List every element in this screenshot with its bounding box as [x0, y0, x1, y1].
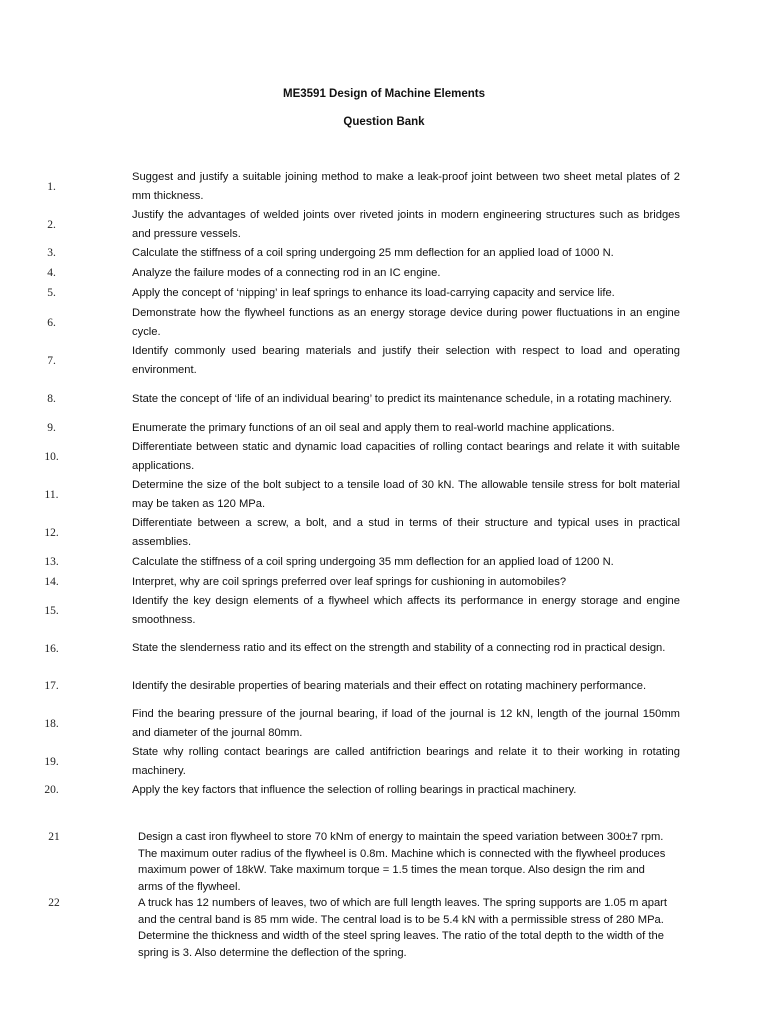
long-question-item	[0, 895, 672, 961]
question-text: Apply the concept of ‘nipping’ in leaf springs to enhance its load-carrying capacity and service life.	[132, 286, 615, 299]
question-number: 14.	[44, 576, 59, 588]
question-text: Analyze the failure modes of a connecting rod in an IC engine.	[132, 266, 441, 279]
question-number: 8.	[47, 393, 56, 405]
question-text: State the slenderness ratio and its effect on the strength and stability of a connecting rod in practical design.	[132, 642, 666, 655]
question-number: 19.	[44, 755, 59, 768]
question-number: 17.	[44, 680, 59, 692]
question-text: Enumerate the primary functions of an oil seal and apply them to real-world machine applications.	[132, 421, 615, 434]
question-text: Determine the size of the bolt subject to a tensile load of 30 kN. The allowable tensile stress for bolt material may be taken as 120 MPa.	[132, 479, 680, 510]
question-text: Calculate the stiffness of a coil spring undergoing 25 mm deflection for an applied load of 1000 N.	[132, 246, 614, 259]
question-item	[0, 283, 680, 303]
question-number: 5.	[47, 287, 56, 299]
question-text: Differentiate between a screw, a bolt, and a stud in terms of their structure and typical uses in practical assemblies.	[132, 517, 680, 548]
document-subtitle: Question Bank	[343, 116, 425, 128]
question-number: 16.	[44, 642, 59, 655]
question-text: Demonstrate how the flywheel functions as an energy storage device during power fluctuations in an engine cycle.	[132, 307, 680, 338]
long-question-item	[0, 829, 672, 895]
question-text: State the concept of ‘life of an individual bearing’ to predict its maintenance schedule, in a rotating machinery.	[132, 392, 672, 405]
question-text: Justify the advantages of welded joints over riveted joints in modern engineering structures such as bridges and pressure vessels.	[132, 208, 680, 240]
question-number: 20.	[44, 784, 59, 796]
question-item	[0, 380, 680, 418]
question-text: A truck has 12 numbers of leaves, two of which are full length leaves. The spring supports are 1.05 m apart and the central band is 85 mm wide. The central load is to be 5.4 kN with a permissible stress of 280 MPa. Determine the thickness and width of the steel spring leaves. The ratio of the total depth to the width of the spring is 3. Also determine the deflection of the spring.	[138, 897, 667, 959]
document-title: ME3591 Design of Machine Elements	[283, 88, 485, 100]
question-text: Interpret, why are coil springs preferred over leaf springs for cushioning in automobiles?	[132, 575, 567, 588]
question-item	[0, 572, 680, 592]
question-item	[0, 667, 680, 705]
question-item	[0, 304, 680, 342]
question-number: 13.	[44, 556, 59, 568]
question-text: Apply the key factors that influence the selection of rolling bearings in practical machinery.	[132, 783, 577, 796]
question-item	[0, 592, 680, 630]
question-text: Identify the key design elements of a flywheel which affects its performance in energy storage and engine smoothness.	[132, 595, 680, 626]
question-number: 1.	[47, 181, 56, 193]
question-text: Find the bearing pressure of the journal bearing, if load of the journal is 12 kN, length of the journal 150mm and diameter of the journal 80mm.	[132, 708, 680, 739]
question-number: 11.	[44, 489, 59, 501]
question-item	[0, 514, 680, 552]
question-number: 12.	[44, 527, 59, 539]
question-number: 18.	[44, 718, 59, 730]
question-text: Differentiate between static and dynamic load capacities of rolling contact bearings and relate it with suitable applications.	[132, 441, 680, 472]
question-item	[0, 476, 680, 514]
question-number: 4.	[47, 267, 56, 279]
question-item	[0, 438, 680, 476]
question-number: 3.	[47, 247, 56, 259]
question-text: Suggest and justify a suitable joining method to make a leak-proof joint between two sheet metal plates of 2 mm thickness.	[132, 171, 680, 202]
question-item	[0, 342, 680, 380]
question-number: 6.	[47, 317, 56, 329]
question-number: 7.	[47, 355, 56, 367]
question-number: 21	[48, 831, 60, 843]
question-item	[0, 705, 680, 743]
question-number: 2.	[47, 218, 56, 231]
question-item	[0, 206, 680, 243]
question-item	[0, 168, 680, 206]
question-text: Design a cast iron flywheel to store 70 kNm of energy to maintain the speed variation between 300±7 rpm. The maximum outer radius of the flywheel is 0.8m. Machine which is connected with the flywheel produces maximum power of 18kW. Take maximum torque = 1.5 times the mean torque. Also design the rim and arms of the flywheel.	[138, 831, 666, 893]
question-text: State why rolling contact bearings are called antifriction bearings and relate it to their working in rotating machinery.	[132, 745, 680, 777]
question-text: Identify commonly used bearing materials and justify their selection with respect to load and operating environment.	[132, 345, 680, 376]
question-number: 9.	[47, 422, 56, 434]
question-item	[0, 263, 680, 283]
question-item	[0, 552, 680, 572]
question-item	[0, 780, 680, 800]
question-text: Identify the desirable properties of bearing materials and their effect on rotating machinery performance.	[132, 679, 647, 692]
question-item	[0, 743, 680, 780]
question-item	[0, 418, 680, 438]
question-text: Calculate the stiffness of a coil spring undergoing 35 mm deflection for an applied load of 1200 N.	[132, 555, 614, 568]
question-number: 10.	[44, 451, 59, 463]
question-item	[0, 630, 680, 667]
question-number: 15.	[44, 605, 59, 617]
question-item	[0, 243, 680, 263]
question-number: 22	[48, 897, 60, 909]
